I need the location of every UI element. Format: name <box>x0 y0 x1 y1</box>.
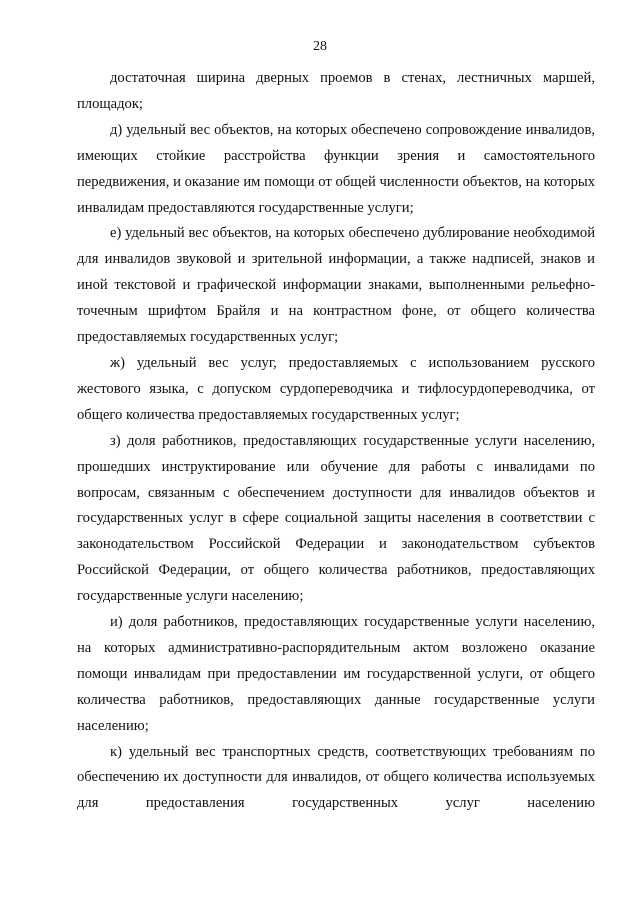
paragraph-item-d: д) удельный вес объектов, на которых обеспечено сопровождение инвалидов, имеющих стойкие расстройства функции зрения и самостоятельного передвижения, и оказание им помощи от общей численности объектов, на которых инвалидам предоставляются государственные услуги; <box>77 121 595 216</box>
paragraph-continuation: достаточная ширина дверных проемов в стенах, лестничных маршей, площадок; <box>77 70 595 112</box>
paragraph-item-i: и) доля работников, предоставляющих государственные услуги населению, на которых административно-распорядительным актом возложено оказание помощи инвалидам при предоставлении им государственной услуги, от общего количества работников, предоставляющих данные государственные услуги населению; <box>77 614 595 734</box>
page-number: 28 <box>313 39 327 54</box>
paragraph-item-z: з) доля работников, предоставляющих государственные услуги населению, прошедших инструктирование или обучение для работы с инвалидами по вопросам, связанным с обеспечением доступности для инвалидов объектов и государственных услуг в сфере социальной защиты населения в соответствии с законодательством Российской Федерации и законодательством субъектов Российской Федерации, от общего количества работников, предоставляющих государственные услуги населению; <box>77 432 595 605</box>
paragraph-item-e: е) удельный вес объектов, на которых обеспечено дублирование необходимой для инвалидов звуковой и зрительной информации, а также надписей, знаков и иной текстовой и графической информации знаками, выполненными рельефно-точечным шрифтом Брайля и на контрастном фоне, от общего количества предоставляемых государственных услуг; <box>77 225 595 346</box>
document-body <box>77 66 595 817</box>
paragraph-item-zh: ж) удельный вес услуг, предоставляемых с использованием русского жестового языка, с допуском сурдопереводчика и тифлосурдопереводчика, от общего количества предоставляемых государственных услуг; <box>77 354 595 423</box>
paragraph-item-k: к) удельный вес транспортных средств, соответствующих требованиям по обеспечению их доступности для инвалидов, от общего количества используемых для предоставления государственных услуг населению <box>77 743 595 812</box>
